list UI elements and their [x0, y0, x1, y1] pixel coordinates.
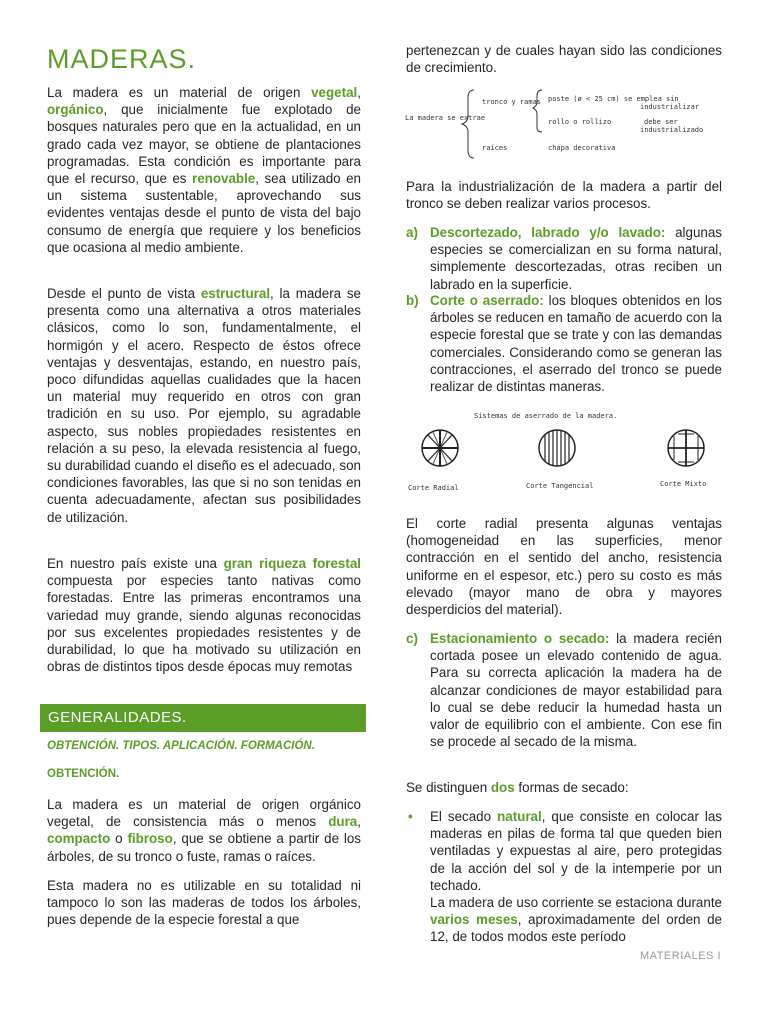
list-item-a: a) Descortezado, labrado y/o lavado: algunas especies se comercializan en su forma natural, simplemente descortezadas, otras reciben un labrado en la superficie.	[406, 225, 722, 292]
radial-cut-icon	[422, 430, 458, 466]
list-item-c: c) Estacionamiento o secado: la madera recién cortada posee un elevado contenido de agua. Para su correcta aplicación la madera ha de alcanzar condiciones de mayor estabilidad para lo cual se debe reducir la humedad hasta un valor de equilibrio con el ambiente. Con ese fin se procede al secado de la misma.	[406, 631, 722, 750]
diagram-item-rollo-note1: debe ser	[644, 118, 678, 126]
bullet-marker: •	[408, 809, 413, 824]
diagram-branch-trunk: tronco y ramas	[482, 98, 542, 106]
diagram-item-chapa: chapa decorativa	[548, 144, 616, 152]
mixed-cut-icon	[668, 430, 704, 466]
diagram-root-label: La madera se extrae	[405, 114, 486, 122]
diagram-item-poste: poste (ø < 25 cm) se emplea sin	[548, 95, 679, 103]
page-title: MADERAS.	[47, 44, 197, 74]
list-marker: a)	[406, 225, 418, 240]
usability-paragraph: Esta madera no es utilizable en su totalidad ni tampoco lo son las maderas de todos los árboles, pues depende de la especie forestal a que	[47, 878, 361, 928]
forest-paragraph: En nuestro país existe una gran riqueza forestal compuesta por especies tanto nativas como forestadas. Entre las primeras encontramos una variedad muy grande, siendo algunas reconocidas por sus excelentes propiedades resistentes y de durabilidad, lo que ha motivado su utilización en obras de distintos tipos desde épocas muy remotas	[47, 556, 361, 675]
obtencion-heading: OBTENCIÓN.	[47, 768, 120, 780]
section-subtitle: OBTENCIÓN. TIPOS. APLICACIÓN. FORMACIÓN.	[47, 740, 315, 752]
industrialization-paragraph: Para la industrialización de la madera a partir del tronco se deben realizar varios procesos.	[406, 179, 722, 212]
brace-inner	[533, 90, 542, 132]
label-radial: Corte Radial	[408, 484, 459, 492]
diagram-item-rollo: rollo o rollizo	[548, 118, 612, 126]
list-item-b: b) Corte o aserrado: los bloques obtenidos en los árboles se reducen en tamaño de acuerdo con la especie forestal que se trate y con las demandas comerciales. Considerando como se generan las contracciones, el aserrado del tronco se puede realizar de distintas maneras.	[406, 293, 722, 395]
page-footer: MATERIALES I	[640, 950, 721, 962]
diagram-branch-roots: raíces	[482, 144, 508, 152]
intro-paragraph: La madera es un material de origen vegetal, orgánico, que inicialmente fue explotado de bosques naturales pero que en la actualidad, en un grado cada vez mayor, se obtiene de plantaciones programadas. Esta condición es importante para que el recurso, que es renovable, sea utilizado en un sistema sustentable, aprovechando sus evidentes ventajas desde el punto de vista del bajo consumo de energía que requiere y los beneficios que ocasiona al medio ambiente.	[47, 85, 361, 255]
tangential-cut-icon	[539, 430, 575, 466]
label-mixed: Corte Mixto	[660, 480, 707, 488]
diagram-item-poste-note: industrializar	[640, 103, 700, 111]
list-marker: b)	[406, 293, 419, 308]
obtencion-paragraph: La madera es un material de origen orgánico vegetal, de consistencia más o menos dura, compacto o fibroso, que se obtiene a partir de los árboles, de su tronco o fuste, ramas o raíces.	[47, 797, 361, 864]
label-tangential: Corte Tangencial	[526, 482, 594, 490]
radial-cut-paragraph: El corte radial presenta algunas ventajas (homogeneidad en las superficies, menor contracción en el sentido del ancho, resistencia uniforme en el espesor, etc.) pero su costo es más elevado (mayor mano de obra y mayores desperdicios del material).	[406, 516, 722, 618]
structural-paragraph: Desde el punto de vista estructural, la madera se presenta como una alternativa a otros materiales clásicos, como lo son, fundamentalmente, el hormigón y el acero. Respecto de éstos ofrece ventajas y desventajas, estando, en nuestro país, poco difundidas aquellas cualidades que la hacen un material muy requerido en otros con gran tradición en su uso. Por ejemplo, su agradable aspecto, sus nobles propiedades resistentes en relación a su peso, la elevada resistencia al fuego, su durabilidad cuando el diseño es el adecuado, son condiciones favorables, las que si no son tenidas en cuenta adecuadamente, afectan sus posibilidades de utilización.	[47, 286, 361, 525]
continuation-paragraph: pertenezcan y de cuales hayan sido las condiciones de crecimiento.	[406, 43, 722, 76]
list-marker: c)	[406, 631, 418, 646]
brace-outer	[462, 90, 474, 158]
section-heading-generalidades: GENERALIDADES.	[40, 704, 366, 732]
sawing-diagram	[404, 406, 722, 498]
extraction-diagram	[402, 84, 722, 160]
drying-intro-paragraph: Se distinguen dos formas de secado:	[406, 780, 629, 795]
bullet-natural-drying: • El secado natural, que consiste en colocar las maderas en pilas de forma tal que queden bien ventiladas y expuestas al aire, pero protegidas de la acción del sol y de la intemperie por un techado. La madera de uso corriente se estaciona durante varios meses, aproximadamente del orden de 12, de todos modos este período	[408, 809, 723, 945]
diagram-item-rollo-note2: industrializado	[640, 126, 704, 134]
sawing-diagram-title: Sistemas de aserrado de la madera.	[474, 412, 618, 420]
